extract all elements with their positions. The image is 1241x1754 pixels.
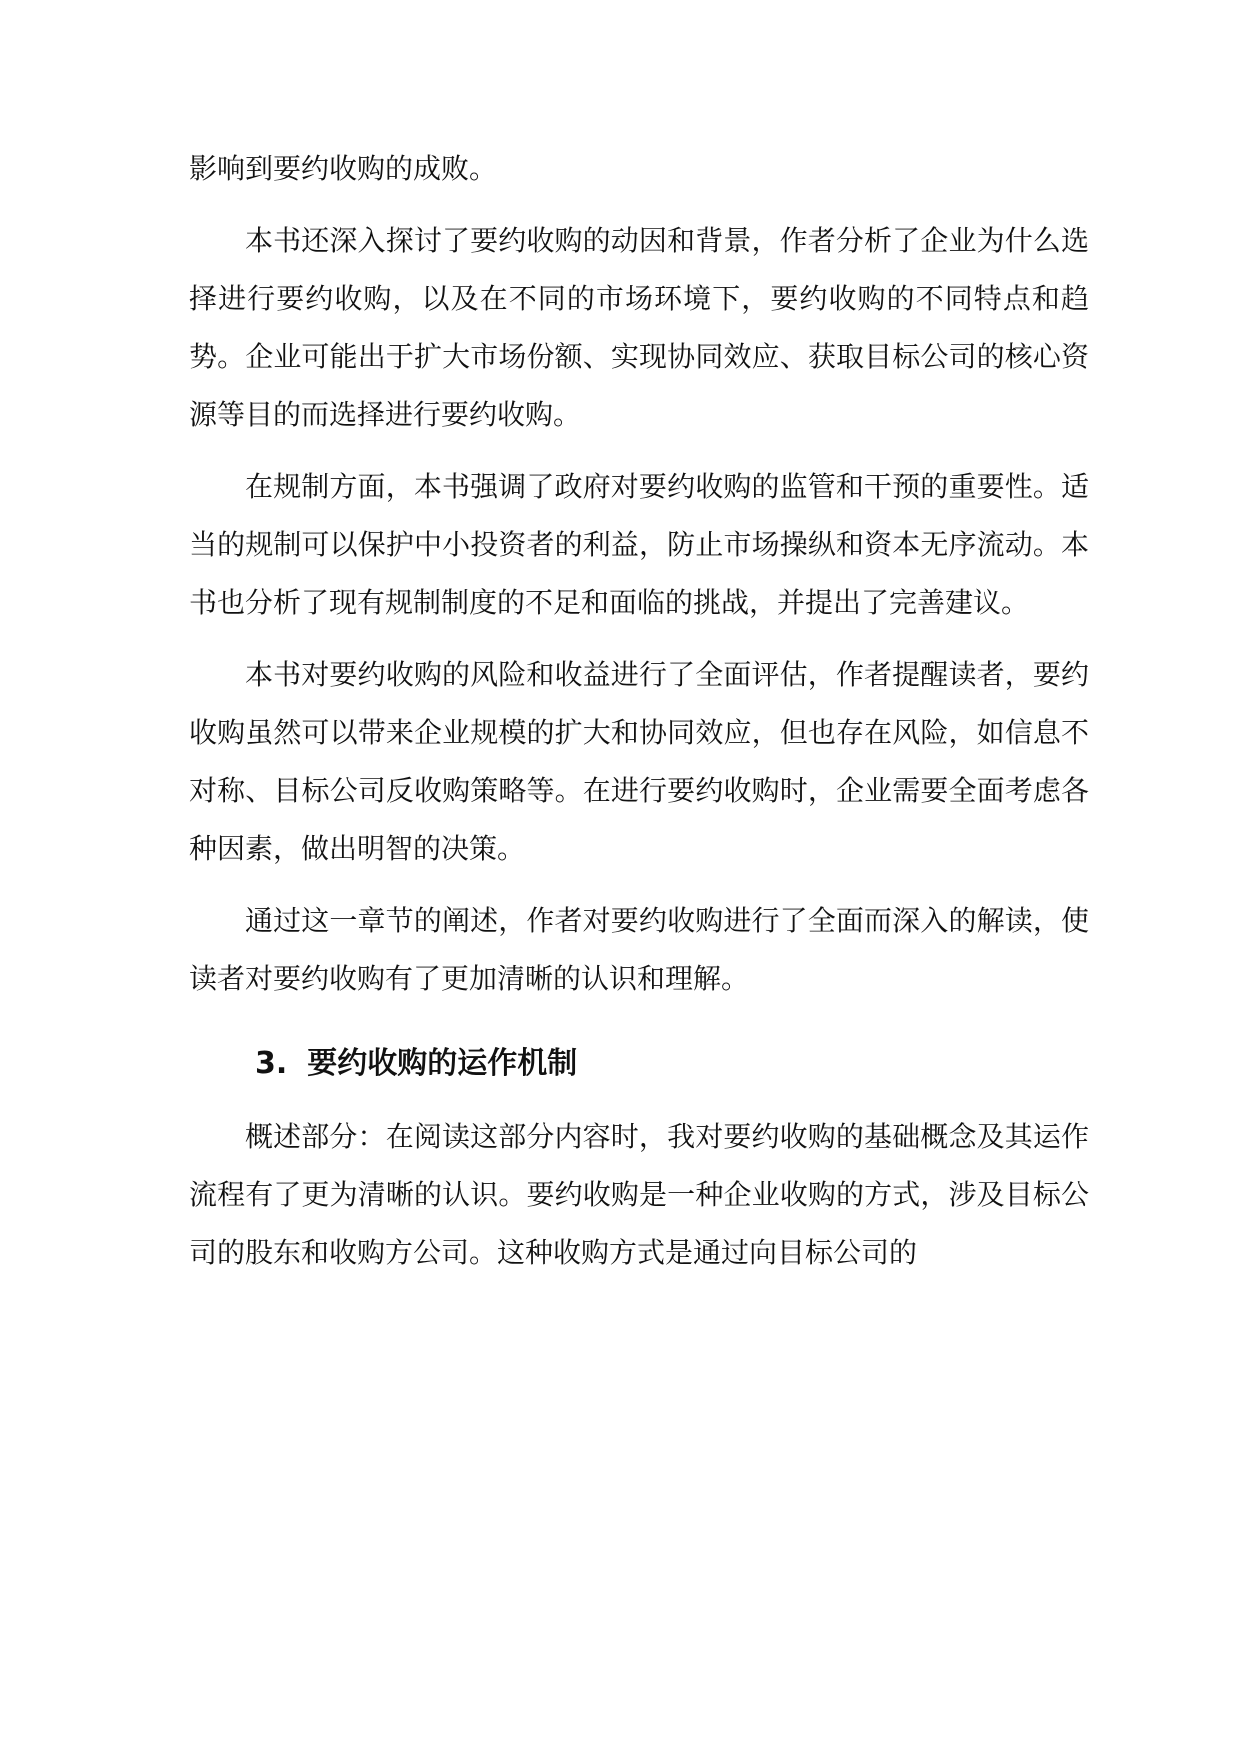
paragraph-2: 本书还深入探讨了要约收购的动因和背景，作者分析了企业为什么选择进行要约收购，以及在不同的市场环境下，要约收购的不同特点和趋势。企业可能出于扩大市场份额、实现协同效应、获取目标公司的核心资源等目的而选择进行要约收购。 [189,224,1089,431]
section-number: 3. [255,1046,288,1081]
section-title: 要约收购的运作机制 [307,1046,578,1081]
paragraph-5: 通过这一章节的阐述，作者对要约收购进行了全面而深入的解读，使读者对要约收购有了更加清晰的认识和理解。 [189,904,1089,995]
paragraph-1: 影响到要约收购的成败。 [189,152,498,185]
paragraph-6: 概述部分：在阅读这部分内容时，我对要约收购的基础概念及其运作流程有了更为清晰的认识。要约收购是一种企业收购的方式，涉及目标公司的股东和收购方公司。这种收购方式是通过向目标公司的 [189,1120,1089,1269]
paragraph-4: 本书对要约收购的风险和收益进行了全面评估，作者提醒读者，要约收购虽然可以带来企业规模的扩大和协同效应，但也存在风险，如信息不对称、目标公司反收购策略等。在进行要约收购时，企业需要全面考虑各种因素，做出明智的决策。 [189,658,1089,865]
paragraph-3: 在规制方面，本书强调了政府对要约收购的监管和干预的重要性。适当的规制可以保护中小投资者的利益，防止市场操纵和资本无序流动。本书也分析了现有规制制度的不足和面临的挑战，并提出了完善建议。 [189,470,1089,619]
section-heading [189,1034,1089,1094]
document-body [189,140,1089,1296]
